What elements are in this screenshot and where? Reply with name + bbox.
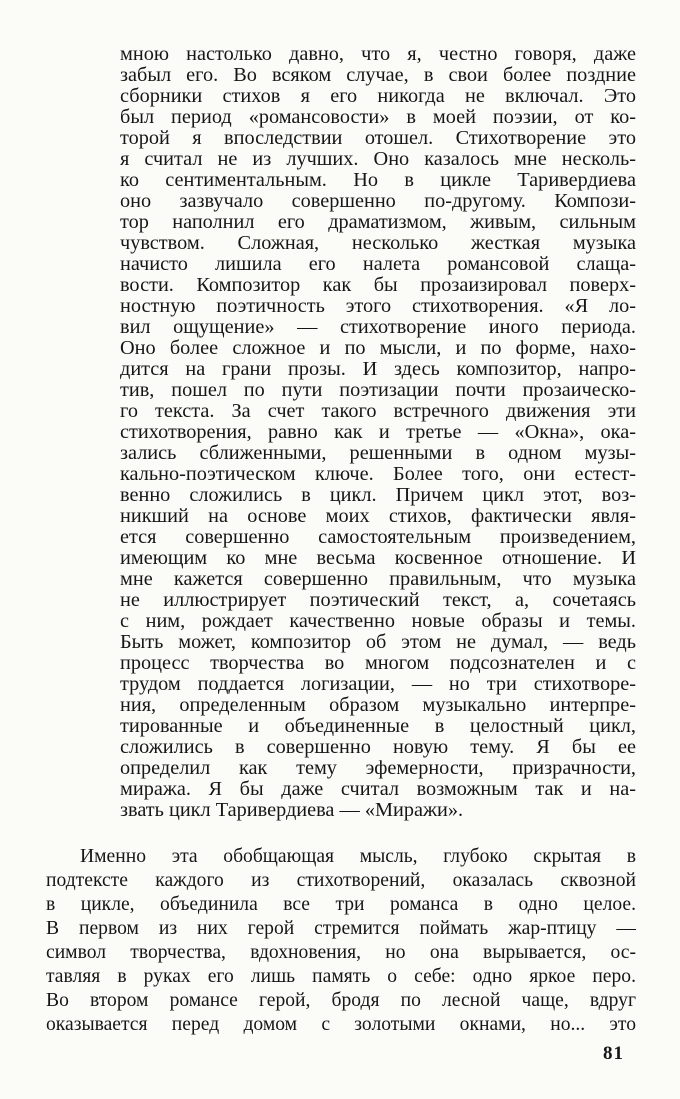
body-line: тавляя в руках его лишь память о себе: одно яркое перо.	[46, 966, 636, 987]
quote-line: забыл его. Во всяком случае, в свои более поздние	[120, 64, 636, 86]
quote-line: процесс творчества во многом подсознателен и с	[120, 652, 636, 674]
quote-line: никший на основе моих стихов, фактически явля-	[120, 505, 636, 527]
body-line: В первом из них герой стремится поймать жар-птицу —	[46, 918, 636, 939]
quote-line: начисто лишила его налета романсовой слаща-	[120, 253, 636, 275]
quote-line: кально-поэтическом ключе. Более того, они естест-	[120, 463, 636, 485]
body-line: символ творчества, вдохновения, но она вырывается, ос-	[46, 942, 636, 963]
quote-line: миража. Я бы даже считал возможным так и на-	[120, 778, 636, 800]
quote-line: мною настолько давно, что я, честно говоря, даже	[120, 43, 636, 65]
quote-line: вил ощущение» — стихотворение иного периода.	[120, 316, 636, 338]
quote-line: ностную поэтичность этого стихотворения. «Я ло-	[120, 295, 636, 317]
quote-line: ния, определенным образом музыкально интерпре-	[120, 694, 636, 716]
quote-line: стихотворения, равно как и третье — «Окна», ока-	[120, 421, 636, 443]
quote-line: венно сложились в цикл. Причем цикл этот, воз-	[120, 484, 636, 506]
quote-line: дится на грани прозы. И здесь композитор, напро-	[120, 358, 636, 380]
quote-line: тор наполнил его драматизмом, живым, сильным	[120, 211, 636, 233]
body-line: Именно эта обобщающая мысль, глубоко скрытая в	[80, 846, 636, 867]
quote-line: мне кажется совершенно правильным, что музыка	[120, 568, 636, 590]
quote-line: звать цикл Таривердиева — «Миражи».	[120, 799, 464, 821]
quote-line: го текста. За счет такого встречного движения эти	[120, 400, 636, 422]
quote-line: ется совершенно самостоятельным произведением,	[120, 526, 636, 548]
quote-line: зались сближенными, решенными в одном музы-	[120, 442, 636, 464]
quote-line: я считал не из лучших. Оно казалось мне несколь-	[120, 148, 636, 170]
quote-line: оно зазвучало совершенно по-другому. Компози-	[120, 190, 636, 212]
quote-line: ко сентиментальным. Но в цикле Таривердиева	[120, 169, 636, 191]
page-number: 81	[603, 1043, 624, 1064]
body-line: подтексте каждого из стихотворений, оказалась сквозной	[46, 870, 636, 891]
quote-line: торой я впоследствии отошел. Стихотворение это	[120, 127, 636, 149]
quote-line: сборники стихов я его никогда не включал. Это	[120, 85, 636, 107]
quote-line: Быть может, композитор об этом не думал, — ведь	[120, 631, 636, 653]
quote-line: сложились в совершенно новую тему. Я бы ее	[120, 736, 636, 758]
body-line: Во втором романсе герой, бродя по лесной чаще, вдруг	[46, 990, 636, 1011]
body-line: оказывается перед домом с золотыми окнами, но... это	[46, 1014, 636, 1035]
quote-line: был период «романсовости» в моей поэзии, от ко-	[120, 106, 636, 128]
quote-line: тив, пошел по пути поэтизации почти прозаическо-	[120, 379, 636, 401]
body-line: в цикле, объединила все три романса в одно целое.	[46, 894, 636, 915]
quote-line: трудом поддается логизации, — но три стихотворе-	[120, 673, 636, 695]
quote-line: вости. Композитор как бы прозаизировал поверх-	[120, 274, 636, 296]
quote-line: с ним, рождает качественно новые образы и темы.	[120, 610, 636, 632]
quote-line: не иллюстрирует поэтический текст, а, сочетаясь	[120, 589, 636, 611]
quote-line: тированные и объединенные в целостный цикл,	[120, 715, 636, 737]
quote-line: имеющим ко мне весьма косвенное отношение. И	[120, 547, 636, 569]
quote-line: определил как тему эфемерности, призрачности,	[120, 757, 636, 779]
quote-line: Оно более сложное и по мысли, и по форме, нахо-	[120, 337, 636, 359]
quote-line: чувством. Сложная, несколько жесткая музыка	[120, 232, 636, 254]
